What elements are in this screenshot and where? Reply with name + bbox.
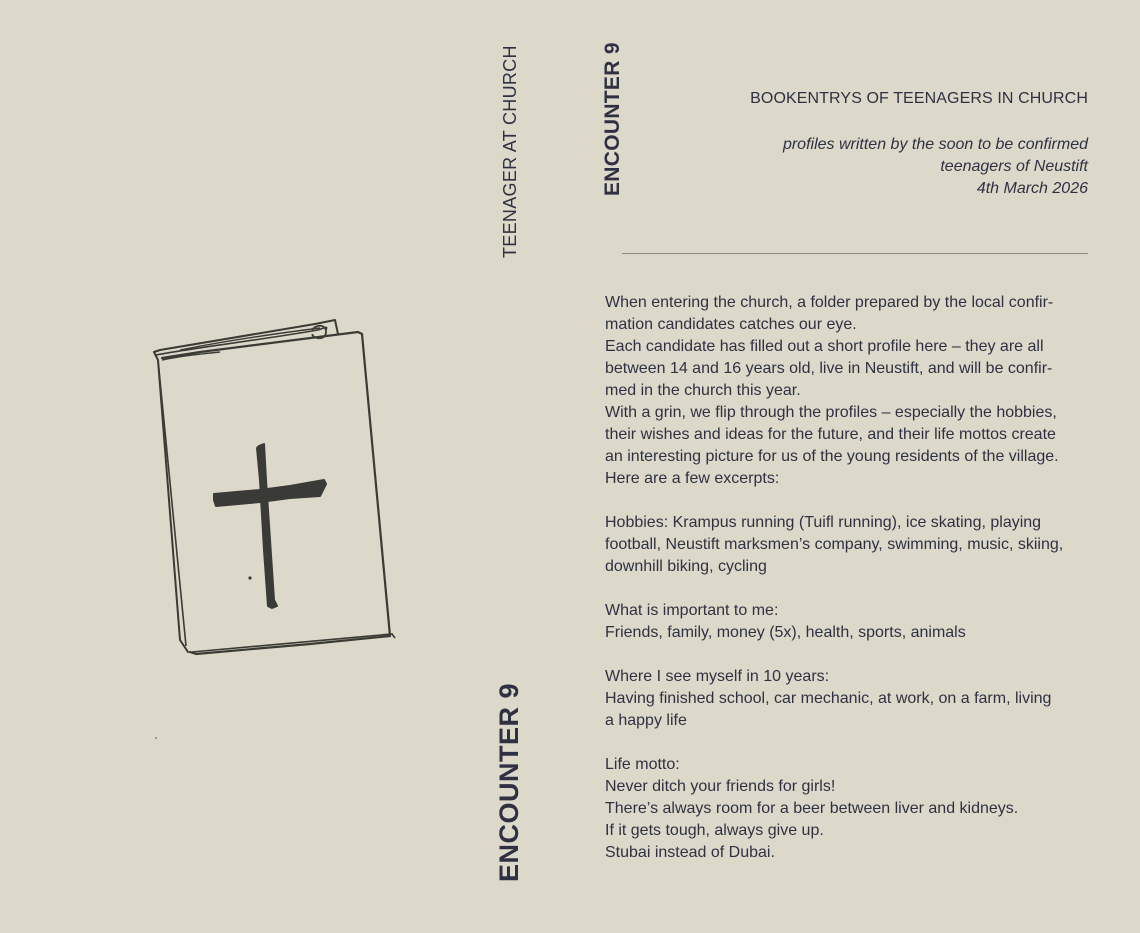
subtitle-line: teenagers of Neustift — [940, 158, 1088, 175]
future-heading: Where I see myself in 10 years: — [605, 668, 830, 685]
speck — [155, 737, 157, 739]
page-title: BOOKENTRYS OF TEENAGERS IN CHURCH — [750, 90, 1088, 107]
spine-title: TEENAGER AT CHURCH — [500, 45, 520, 258]
motto-heading: Life motto: — [605, 756, 680, 773]
future-line: Having finished school, car mechanic, at work, on a farm, living — [605, 690, 1052, 707]
hobbies-line: downhill biking, cycling — [605, 558, 767, 575]
hobbies-line: football, Neustift marksmen’s company, swimming, music, skiing, — [605, 536, 1064, 553]
body-line: Each candidate has filled out a short profile here – they are all — [605, 338, 1044, 355]
motto-line: Stubai instead of Dubai. — [605, 844, 775, 861]
divider — [622, 253, 1088, 254]
subtitle-date: 4th March 2026 — [976, 180, 1088, 197]
body-line: their wishes and ideas for the future, and their life mottos create — [605, 426, 1056, 443]
page-encounter-label: ENCOUNTER 9 — [601, 42, 624, 196]
motto-line: There’s always room for a beer between liver and kidneys. — [605, 800, 1019, 817]
body-line: With a grin, we flip through the profiles – especially the hobbies, — [605, 404, 1057, 421]
future-line: a happy life — [605, 712, 687, 729]
hymn-book-with-cross-icon — [140, 300, 420, 680]
paragraph-gap — [605, 490, 1089, 512]
motto-line: If it gets tough, always give up. — [605, 822, 824, 839]
paragraph-gap — [605, 578, 1089, 600]
body-line: med in the church this year. — [605, 382, 801, 399]
motto-line: Never ditch your friends for girls! — [605, 778, 836, 795]
body-line: When entering the church, a folder prepared by the local confir- — [605, 294, 1054, 311]
important-line: Friends, family, money (5x), health, sports, animals — [605, 624, 966, 641]
important-heading: What is important to me: — [605, 602, 779, 619]
subtitle — [668, 134, 1088, 200]
body-line: Here are a few excerpts: — [605, 470, 780, 487]
body-line: between 14 and 16 years old, live in Neustift, and will be confir- — [605, 360, 1053, 377]
body-line: mation candidates catches our eye. — [605, 316, 857, 333]
paragraph-gap — [605, 732, 1089, 754]
hobbies-line: Hobbies: Krampus running (Tuifl running), ice skating, playing — [605, 514, 1042, 531]
paragraph-gap — [605, 644, 1089, 666]
body-line: an interesting picture for us of the young residents of the village. — [605, 448, 1059, 465]
spine-encounter-label: ENCOUNTER 9 — [494, 682, 524, 882]
article-body — [605, 292, 1089, 864]
subtitle-line: profiles written by the soon to be confirmed — [782, 136, 1088, 153]
